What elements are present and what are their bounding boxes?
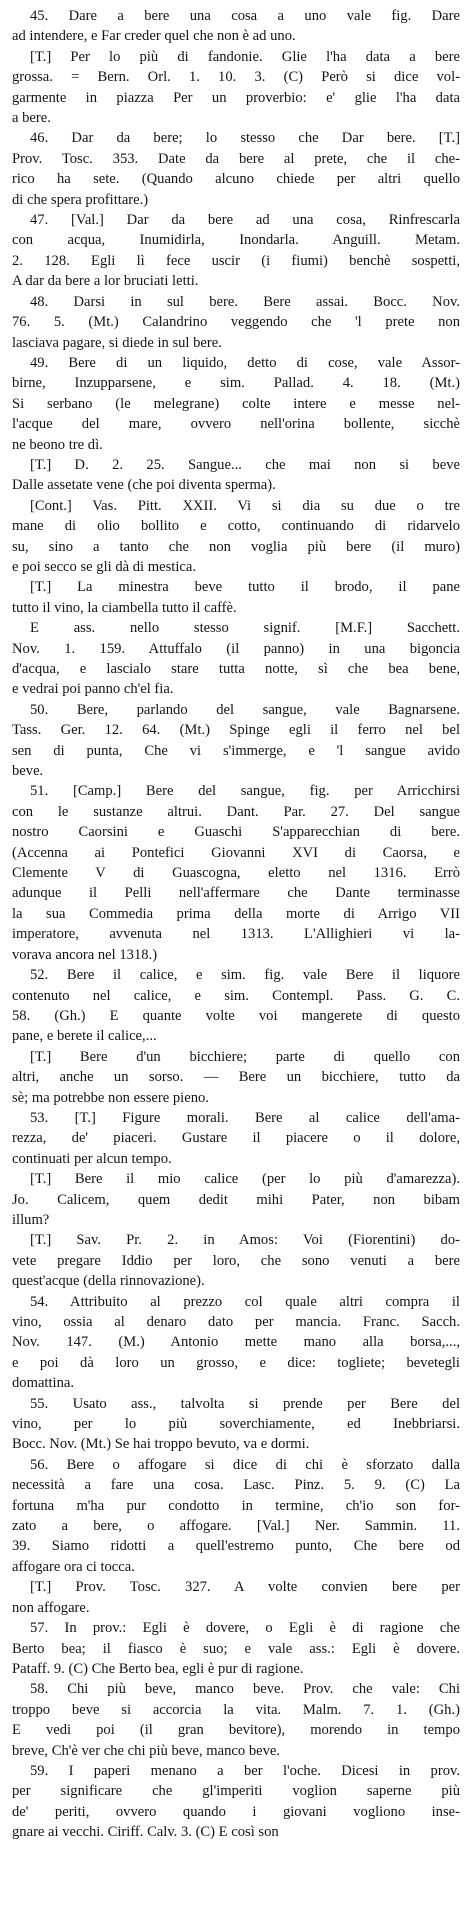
entry-line: la sua Commedia prima della morte di Arrigo VII xyxy=(12,905,460,922)
entry-line: continuati per alcun tempo. xyxy=(12,1150,172,1167)
entry-headline: 56. Bere o affogare si dice di chi è sforzato dalla xyxy=(30,1456,460,1473)
entry-line: 2. 128. Egli lì fece uscir (i fiumi) benchè sospetti, xyxy=(12,252,460,269)
entry-line: ad intendere, e Far creder quel che non è ad uno. xyxy=(12,28,296,45)
entry-line: illum? xyxy=(12,1211,50,1228)
entry-line: Jo. Calicem, quem dedit mihi Pater, non bibam xyxy=(12,1191,460,1208)
dictionary-entry xyxy=(12,1455,460,1618)
entry-line: Dalle assetate vene (che poi diventa sperma). xyxy=(12,477,276,494)
entry-headline: 48. Darsi in sul bere. Bere assai. Bocc. Nov. xyxy=(30,293,460,310)
entry-line: rico ha sete. (Quando alcuno chiede per altri quello xyxy=(12,171,460,188)
entry-headline: 58. Chi più beve, manco beve. Prov. che vale: Chi xyxy=(30,1681,460,1698)
dictionary-entry xyxy=(12,6,460,128)
entry-line: troppo beve si accorcia la vita. Malm. 7. 1. (Gh.) xyxy=(12,1701,460,1718)
entry-line: nostro Caorsini e Guaschi S'apparecchian di bere. xyxy=(12,824,460,841)
entry-line: fortuna m'ha pur condotto in termine, ch'io son for- xyxy=(12,1497,460,1514)
entry-line: adunque il Pelli nell'affermare che Dante terminasse xyxy=(12,885,460,902)
entry-line: con acqua, Inumidirla, Inondarla. Anguill. Metam. xyxy=(12,232,460,249)
entry-line: E ass. nello stesso signif. [M.F.] Sacchett. xyxy=(30,620,460,637)
entry-line: garmente in piazza Per un proverbio: e' glie l'ha data xyxy=(12,89,460,106)
entry-line: e poi secco se gli dà di mestica. xyxy=(12,558,196,575)
entry-line: breve, Ch'è ver che chi più beve, manco beve. xyxy=(12,1742,281,1759)
entry-line: grossa. = Bern. Orl. 1. 10. 3. (C) Però si dice vol- xyxy=(12,69,460,86)
entry-line: d'acqua, e lascialo stare tutta notte, sì che bea bene, xyxy=(12,661,460,677)
entry-line: su, sino a tanto che non voglia più bere (il muro) xyxy=(12,538,460,555)
entry-line: rezza, de' piaceri. Gustare il piacere o il dolore, xyxy=(12,1130,460,1147)
entry-line: sè; ma potrebbe non essere pieno. xyxy=(12,1089,209,1106)
dictionary-entry xyxy=(12,1761,460,1843)
entry-line: e vedrai poi panno ch'el fia. xyxy=(12,681,174,698)
entry-line: affogare ora ci tocca. xyxy=(12,1558,135,1575)
entry-line: [T.] Per lo più di fandonie. Glie l'ha data a bere xyxy=(30,48,460,65)
entry-line: a bere. xyxy=(12,110,51,127)
entry-line: 76. 5. (Mt.) Calandrino veggendo che 'l prete non xyxy=(12,314,460,331)
entry-line: altri, anche un sorso. — Bere un bicchiere, tutto da xyxy=(12,1069,460,1086)
entry-line: (Accenna ai Pontefici Giovanni XVI di Caorsa, e xyxy=(12,844,460,861)
entry-line: [T.] Sav. Pr. 2. in Amos: Voi (Fiorentini) do- xyxy=(30,1232,460,1249)
entry-line: di che spera profittare.) xyxy=(12,191,149,208)
entry-line: [T.] Prov. Tosc. 327. A volte convien bere per xyxy=(30,1579,460,1596)
entry-headline: 46. Dar da bere; lo stesso che Dar bere. [T.] xyxy=(30,130,460,147)
dictionary-entry xyxy=(12,700,460,782)
entry-line: [Cont.] Vas. Pitt. XXII. Vi si dia su due o tre xyxy=(30,497,460,514)
entry-line: non affogare. xyxy=(12,1599,90,1616)
entry-line: pane, e berete il calice,... xyxy=(12,1028,157,1045)
dictionary-entry xyxy=(12,1679,460,1761)
entry-line: contenuto nel calice, e sim. Contempl. Pass. G. C. xyxy=(12,987,460,1004)
entry-line: birne, Inzupparsene, e sim. Pallad. 4. 18. (Mt.) xyxy=(12,375,460,392)
entry-line: Clemente V di Guascogna, eletto nel 1316. Errò xyxy=(12,865,460,882)
entry-headline: 52. Bere il calice, e sim. fig. vale Bere il liquore xyxy=(30,967,460,984)
entry-headline: 50. Bere, parlando del sangue, vale Bagnarsene. xyxy=(30,701,460,718)
entry-line: vete pregare Iddio per loro, che sono venuti a bere xyxy=(12,1252,460,1269)
entry-line: vorava ancora nel 1318.) xyxy=(12,946,158,963)
dictionary-entry xyxy=(12,1618,460,1679)
dictionary-entry xyxy=(12,292,460,353)
dictionary-entry xyxy=(12,210,460,292)
entry-line: Tass. Ger. 12. 64. (Mt.) Spinge egli il ferro nel bel xyxy=(12,722,460,739)
dictionary-entry xyxy=(12,1394,460,1455)
entry-line: Bocc. Nov. (Mt.) Se hai troppo bevuto, va e dormi. xyxy=(12,1436,310,1453)
entry-line: l'acque del mare, ovvero nell'orina bollente, sicchè xyxy=(12,416,460,433)
entry-line: 58. (Gh.) E quante volte voi mangerete di questo xyxy=(12,1007,460,1024)
dictionary-entry xyxy=(12,128,460,210)
entry-headline: 54. Attribuito al prezzo col quale altri compra il xyxy=(30,1293,460,1310)
entry-line: domattina. xyxy=(12,1375,75,1392)
dictionary-entry xyxy=(12,781,460,965)
entry-line: tutto il vino, la ciambella tutto il caffè. xyxy=(12,599,237,616)
entry-line: imperatore, avvenuta nel 1313. L'Allighieri vi la- xyxy=(12,926,460,943)
entry-headline: 55. Usato ass., talvolta si prende per Bere del xyxy=(30,1395,460,1412)
entry-line: Si serbano (le melegrane) colte intere e messe nel- xyxy=(12,395,460,412)
entry-line: Prov. Tosc. 353. Date da bere al prete, che il che- xyxy=(12,150,460,167)
entry-line: Nov. 1. 159. Attuffalo (il panno) in una bigoncia xyxy=(12,640,460,657)
entry-headline: 51. [Camp.] Bere del sangue, fig. per Arricchirsi xyxy=(30,783,460,800)
entry-line: A dar da bere a lor bruciati letti. xyxy=(12,273,199,290)
entry-headline: 49. Bere di un liquido, detto di cose, vale Assor- xyxy=(30,354,460,371)
entry-line: quest'acque (della rinnovazione). xyxy=(12,1273,205,1290)
entry-line: [T.] Bere d'un bicchiere; parte di quello con xyxy=(30,1048,460,1065)
dictionary-entry xyxy=(12,1292,460,1394)
entry-line: beve. xyxy=(12,763,44,780)
entry-line: con le sustanze altrui. Dant. Par. 27. Del sangue xyxy=(12,803,460,820)
entry-headline: 59. I paperi menano a ber l'oche. Dicesi in prov. xyxy=(30,1762,460,1779)
dictionary-entry xyxy=(12,353,460,700)
entry-line: e poi dà loro un grosso, e dice: togliete; bevetegli xyxy=(12,1354,460,1371)
entry-headline: 45. Dare a bere una cosa a uno vale fig. Dare xyxy=(30,8,460,24)
entry-line: [T.] D. 2. 25. Sangue... che mai non si beve xyxy=(30,456,460,473)
entry-line: Nov. 147. (M.) Antonio mette mano alla borsa,..., xyxy=(12,1334,460,1351)
entry-line: gnare ai vecchi. Ciriff. Calv. 3. (C) E così son xyxy=(12,1824,279,1841)
entry-line: lasciava pagare, si diede in sul bere. xyxy=(12,334,222,351)
entry-line: 39. Siamo ridotti a quell'estremo punto, Che bere od xyxy=(12,1538,460,1555)
entry-line: E vedi poi (il gran bevitore), morendo in tempo xyxy=(12,1722,460,1739)
entry-line: [T.] La minestra beve tutto il brodo, il pane xyxy=(30,579,460,596)
entry-line: [T.] Bere il mio calice (per lo più d'amarezza). xyxy=(30,1171,460,1188)
entry-headline: 47. [Val.] Dar da bere ad una cosa, Rinfrescarla xyxy=(30,212,460,229)
entry-line: ne beono tre dì. xyxy=(12,436,103,453)
entry-line: de' periti, ovvero quando i giovani vogliono inse- xyxy=(12,1803,460,1820)
entry-line: vino, per lo più soverchiamente, ed Inebbriarsi. xyxy=(12,1416,460,1433)
entry-line: Berto bea; il fiasco è suo; e vale ass.: Egli è dovere. xyxy=(12,1640,460,1657)
entry-headline: 53. [T.] Figure morali. Bere al calice dell'ama- xyxy=(30,1109,460,1126)
entry-line: sen di punta, Che vi s'immerge, e 'l sangue avido xyxy=(12,742,460,759)
entry-headline: 57. In prov.: Egli è dovere, o Egli è di ragione che xyxy=(30,1620,460,1637)
dictionary-entry xyxy=(12,1108,460,1292)
entry-line: vino, ossia al denaro dato per mancia. Franc. Sacch. xyxy=(12,1314,460,1330)
entry-line: Pataff. 9. (C) Che Berto bea, egli è pur di ragione. xyxy=(12,1660,304,1677)
entries-list xyxy=(12,6,460,1843)
entry-line: zato a bere, o affogare. [Val.] Ner. Sammin. 11. xyxy=(12,1518,460,1535)
entry-line: per significare che gl'imperiti voglion saperne più xyxy=(12,1783,460,1800)
entry-line: necessità a fare una cosa. Lasc. Pinz. 5. 9. (C) La xyxy=(12,1477,460,1494)
dictionary-entry xyxy=(12,965,460,1108)
entry-line: mane di olio bollito e cotto, continuando di ridarvelo xyxy=(12,518,460,535)
